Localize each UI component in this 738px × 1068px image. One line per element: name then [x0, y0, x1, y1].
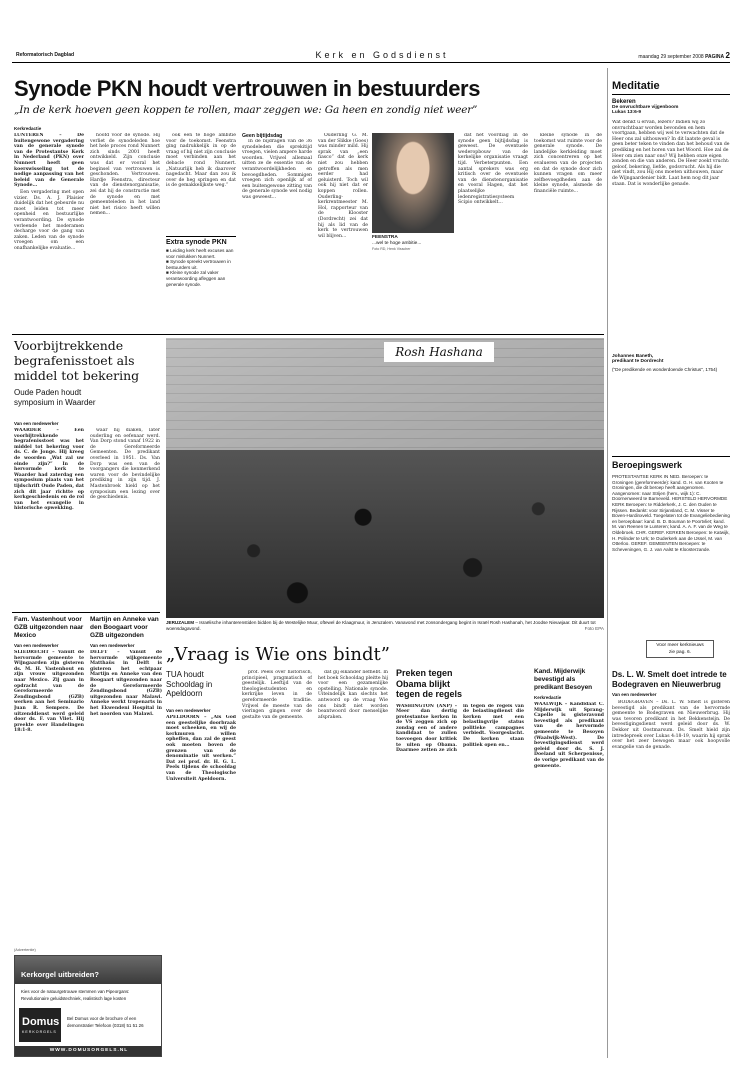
section-title: Kerk en Godsdienst	[315, 50, 449, 60]
vraag-col-1	[166, 715, 236, 1055]
meditatie-header: Meditatie	[612, 80, 730, 95]
voorbij-col2-text: waar hij diaken, later ouderling en oefenaar werd. Van Dorp stond vanaf 1922 in de Gereformeerde Gemeenten. De predikant overleed in 1951. Ds. Van Dorp was een van de voorgangers die kenmerkend waren voor de bevindelijke prediking in zijn tijd. J. Mastenbroek hield op het symposium een lezing over de geschiedenis.	[90, 428, 160, 501]
feenstra-photo	[372, 133, 454, 233]
ad-logo	[19, 1008, 61, 1042]
smelt-byline: Van een medewerker	[612, 692, 657, 697]
lead-col-7	[534, 133, 602, 329]
martijn-headline: Martijn en Anneke van den Boogaart voor GZB uitgezonden	[90, 616, 159, 639]
fam-text: SLIEDRECHT – Vanuit de hervormde gemeente te Wijngaarden zijn gisteren ds. M. H. Vastenhout en zijn vrouw uitgezonden naar Mexico. Zij gaan in opdracht van de Gereformeerde Zendingsbond (GZB) werken aan het Seminario Juan R. Sempere. De uitzenddienst werd geleid door ds. F. van Vliet. Hij preekte over Handelingen 18:1-8.	[14, 650, 84, 734]
meditatie-author-role: predikant te Dordrecht	[612, 359, 664, 364]
rosh-credit: Foto EPA	[584, 625, 604, 631]
feenstra-label: FEENSTRA	[372, 235, 398, 240]
pkn-box-rule	[166, 236, 236, 237]
meditatie-paragraph: Wat denkt u ervan, lezers? Indien wij zo onvruchtbaar worden bevonden en hem voortgaan, hebben wij wel te verwachten dat de Heer ons zal uithouwen? In dit laatste geval is geen beter teken te vinden dan het behoud van de prediking en het horen van het Woord. Hoe zal de Heer om zien naar ons? Wij hebben onze eigen zonden en die van anderen. De Heer zoekt vrucht: geloof, bekering, liefde, godsvrucht. Als hij die niet vindt, zou Hij ons moeten uithouwen, maar de Wijngaardenier bidt. Laat hem nog dit jaar staan. Dat is wonderlijke genade.	[612, 120, 730, 187]
pkn-box-item-text: Leiding kerk heeft excuses aan voor mislukken Nunnert.	[166, 248, 234, 259]
lead-col2-text: hoofd voor de synode. Hij verliet de synodeleden hoe het hele proces rond Nunnert zich sinds 2001 heeft ontwikkeld. Zijn conclusie was dat er vooral het beginsel van vertrouwen is geschonden. Vertrouwen. Hardje Feenstra, directeur van de dienstenorganisatie, zei dat hij de constructie met de synode en met gemeenteleden in het land niet het risico heeft willen nemen...	[90, 133, 160, 217]
pkn-summary-box	[166, 236, 236, 296]
issue-date: maandag 29 september 2008	[638, 54, 704, 60]
meditatie-body	[612, 120, 730, 350]
pkn-box-item-text: Synode spreekt vertrouwen in bestuurders uit.	[166, 259, 231, 270]
voorbij-col1-text: WAARDER – Een voorbijtrekkende begrafenisstoet was het middel tot bekering voor ds. C. de Jonge. Hij kreeg de woorden „Wat zal uw einde zijn?” In de hervormde kerk te Waarder had zaterdag een symposium plaats van het tijdschrift Oude Paden, dat zich dit jaar richtte op kerkgeschiedenis en de rol van het evangelie in historische opwekking.	[14, 428, 84, 512]
preken-text: WASHINGTON (ANP) – Meer dan dertig protestantse kerken in de VS zeggen zich op zondag een of andere kandidaat te zullen toevoegen door kritiek te uiten op Obama. Daarmee zetten ze zich in tegen de regels van de belastingdienst die kerken met een belastingvrije status politieke campagnes verbiedt. Voorgeslacht. De kerken staan politiek open en...	[396, 703, 524, 754]
page-label: PAGINA	[705, 54, 725, 60]
kand-body	[534, 702, 604, 1042]
pkn-box-item: ■ Synode spreekt vertrouwen in bestuurders uit.	[166, 259, 231, 270]
kand-text: WAALWIJK – Kandidaat C. Mijderwijk uit Sprang-Capelle is gisteravond bevestigd als predikant van de hervormde gemeente te Besoyen (Waalwijk-West). De bevestigingsdienst werd geleid door ds. S. J. Doeland uit Scherpenisse, de vorige predikant van de gemeente.	[534, 702, 604, 769]
ad-cta1: Bel Domus voor de brochure of een	[67, 1016, 137, 1021]
meditatie-sub1: De onvruchtbare vijgenboom	[612, 105, 679, 110]
preken-article	[396, 668, 526, 1058]
martijn-byline: Van een medewerker	[90, 643, 135, 648]
rosh-photo	[166, 338, 604, 618]
vraag-col3-text: dat gij elkander liefhebt. In het boek Schooldag pleitte hij voor een gezamenlijke opstelling. Nationale synode. Uiteindelijk kan slechts het antwoord op de vraag Wie ons bindt niet worden beantwoord door menselijke afspraken.	[318, 670, 388, 720]
pkn-box-item-text: Kleine synode zal vaker verantwoording afleggen aan generale synode.	[166, 270, 226, 287]
martijn-article	[90, 616, 162, 788]
date-line	[638, 51, 730, 60]
vraag-sub: TUA houdt Schooldag in Apeldoorn	[166, 670, 213, 698]
vraag-headline: „Vraag is Wie ons bindt”	[166, 644, 390, 665]
meditatie-source: ("De predikende en wonderdoende Christus", 1754)	[612, 367, 718, 372]
lead-kicker: Kerkredactie	[14, 126, 42, 131]
vraag-col-2	[242, 670, 312, 1055]
lead-col1-text: Een vergadering met open vizier. Ds. A. J. Plaisier duidelijk dat het gebeurde nu moet leiden tot meer openheid en bestuurlijke verantwoording. De synode verleende het moderamen decharge voor de gang van zaken. Leden van de synode vroegen om een onafhankelijke evaluatie...	[14, 189, 84, 251]
lead-col4-paragraph: In de bijdragen van de 36 synodeleden die sprekitijd vroegen, vielen ampere harde woorden. Vrijwel allemaal uitten ze de essentie van de verantwoordelijkheden en bevoegdheden. Sommigen vroegen zich openlijk af of een buitengewone zitting van de generale synode wel nodig was geweest...	[242, 139, 312, 200]
ad-line1: Kies voor de natuurgetrouwe stemmen van Pipeorgans:	[21, 989, 130, 994]
fam-article	[14, 616, 84, 788]
beroepingswerk-header: Beroepingswerk	[612, 456, 730, 470]
beroepingswerk-section	[612, 456, 730, 634]
lead-col-3	[166, 133, 236, 233]
beroepingswerk-body	[612, 474, 730, 634]
ad-label: (Advertentie)	[14, 948, 36, 952]
ad-line2: Revolutionaire geluidstechniek, realistisch lage kosten	[21, 996, 127, 1001]
page-number: 2	[725, 51, 730, 60]
feenstra-quote: ...wel te hoge ambitie...	[372, 241, 422, 246]
meer-kerknieuws-line2: zie pag. 6.	[668, 650, 692, 655]
lead-col4-heading: Geen bijtijdsdag	[242, 133, 283, 139]
meer-kerknieuws-line1: Voor meer kerknieuws	[656, 643, 704, 648]
ad-url[interactable]: WWW.DOMUSORGELS.NL	[15, 1046, 162, 1056]
lead-col4-text	[242, 139, 312, 327]
kand-headline: Kand. Mijderwijk bevestigd als predikant Besoyen	[534, 668, 593, 691]
lead-headline: Synode PKN houdt vertrouwen in bestuurders	[14, 76, 481, 101]
smelt-article	[612, 670, 730, 1060]
lead-col-5	[318, 133, 368, 329]
smelt-text: BODEGRAVEN – Ds. L. W. Smelt is gisteren bevestigd als predikant van de hervormde gemeente te Bodegraven en Nieuwerbrug. Hij was tevoren predikant in het Bekkensteijn. De bevestigingsdienst werd geleid door ds. W. Dekker uit Oostmarsum. Ds. Smelt hield zijn intredepreek over Lukas 4:18-19, waarin hij sprak over het zeer bewogen maar ook hoopvolle evangelie van de genade.	[612, 700, 730, 750]
fam-body	[14, 650, 84, 785]
right-column-divider	[607, 68, 608, 1058]
fam-byline: Van een medewerker	[14, 643, 59, 648]
vraag-col2-text: prof. Peels over historisch, principieel, pragmatisch of geestelijk. Leeftijd van de theologiestudenten en kerkrijke leven in de gereformeerde traditie. Vrijwel de meeste van de vieringen gingen over de gestalte van de gemeente.	[242, 670, 312, 720]
rosh-caption-head: JERUZALEM	[166, 620, 195, 625]
rosh-photo-block	[166, 338, 604, 638]
ad-cta2: demonstratie! Telefoon (0318) 51 51 26	[67, 1023, 144, 1028]
preken-body	[396, 704, 524, 1054]
lead-col6-text: dat het voordiag in de synode geen bijtijdsdag is geweest. De eventuele wederopbouw van de kerkelijke organisatie vraagt tijd. Verbeterpunten. Een aantal sprekers was erg kritisch over de eventuele van de dienstenorganisatie en vooral Hagen, dat het plaatselijke ledenregistratiesysteem Scipio ontwikkelt...	[458, 133, 528, 206]
meditatie-author: Johannes Baneth,	[612, 354, 654, 359]
ad-title: Kerkorgel uitbreiden?	[21, 970, 99, 979]
lead-intro: LUNTEREN – De buitengewone vergadering van de generale synode van de Protestantse Kerk in Nederland (PKN) over Nunnert heeft geen koerswisseling tot de nodige aanpassing van het beleid van de Generale Synode...	[14, 133, 84, 189]
ad-brand: Domus	[22, 1016, 60, 1028]
pkn-box-list	[166, 248, 236, 287]
vraag-byline: Van een medewerker	[166, 708, 211, 713]
feenstra-credit: Foto RD, Henk Visscher	[372, 247, 411, 251]
beroepingswerk-text: PROTESTANTSE KERK IN NED. Beroepen: te Groningen (gereformeerde): kand. G. H. van Kooten te Groningen, die dit beroep heeft aangenomen. Aangenomen: naar Strijen (herv., wijk 1): C. Doornenweerd te Barneveld. HERSTELD HERVORMDE KERK Beroepen: te Ridderkerk, J. C. den Ouden te Rijssen. Bedankt: voor Sirjansland, C. M. Visser te Boven-Hardinxveld. Toegelaten tot de Evangeliebediening en beroepbaar: kand. B. D. Bouman te Poortvliet; kand. M. van Reenen te Lunteren; kand. A. A. F. van de Weg te Oldebroek. CHR. GEREF. KERKEN Beroepen: te Katwijk, H. Polinder te Urk; te Ouderkerk aan de IJssel, M. van Otterloo. GEREF. GEMEENTEN Beroepen: te Scheveningen, G. J. van Aalst te Kloosterzande.	[612, 474, 730, 552]
header-rule	[12, 62, 730, 63]
meditatie-title: Bekeren	[612, 99, 636, 105]
martijn-text: DELFT – Vanuit de hervormde wijkgemeente Matthaüs in Delft is gisteren het echtpaar Martijn en Anneke van den Boogaart uitgezonden naar de Gereformeerde Zendingsbond (GZB) uitgezonden naar Malawi. Anneke werkt tropenarts in het Ekwendeni Hospital in het noorden van Malawi.	[90, 650, 162, 717]
pkn-box-title: Extra synode PKN	[166, 239, 227, 246]
lead-col3-text: ook een te hoge ambitie voor de toekomst. Feenstra ging nadrukkelijk in op de vraag of hij niet zijn conclusie moet verbinden aan het debacle rond Nunnert. „Natuurlijk heb ik daarover nagedacht. Maar dan zou ik over de heg springen en dat is de gemakkelijkste weg.”	[166, 133, 236, 189]
kand-article	[534, 668, 604, 1058]
meditatie-sub2: Lukas 13:6-9	[612, 110, 642, 115]
kand-byline: Kerkredactie	[534, 695, 562, 700]
voorbij-sub: Oude Paden houdt symposium in Waarder	[14, 388, 96, 407]
smelt-body	[612, 700, 730, 1030]
voorbij-headline: Voorbijtrekkende begrafenisstoet als middel tot bekering	[14, 338, 140, 383]
feenstra-photo-block	[372, 133, 454, 257]
rosh-caption-text: – Israëlische inhanterenstiden bidden bij de Westelijke Muur, oftewel de Klaagmuur, in Jeruzalem. Vanavond met zonsondergang begint in Israël Rosh Hashanah, het Joodse Nieuwjaar. Dit duurt tot woensdagavond.	[166, 620, 596, 631]
domus-advertisement[interactable]	[14, 955, 162, 1057]
voorbij-byline: Van een medewerker	[14, 421, 59, 426]
masthead-bar	[12, 51, 730, 61]
rosh-caption	[166, 620, 604, 631]
newspaper-name: Reformatorisch Dagblad	[16, 52, 75, 58]
rosh-label: Rosh Hashana	[384, 342, 494, 362]
praying-crowd	[166, 450, 604, 618]
lead-col-6	[458, 133, 528, 329]
meditatie-section	[612, 80, 730, 480]
vraag-col-3	[318, 670, 388, 1055]
lead-col5-text: Ouderling G. M. van der Slikke (Goes) was minder mild. Hij sprak van „een fiasco” dat de kerk niet zou hebben getroffen als men eerder had geluisterd. Toch wil ook hij niet dat er koppen rollen. Ouderling-kerkrentmeester M. Hol, rapporteur van de Klooster (Dordrecht) zei dat hij als lid van de kerk te vertrouwen wil blijven...	[318, 133, 368, 239]
vraag-col1-text: APELDOORN – „Als God een geestelijke doorbraak moet scheeken, en wij de kerkmuren willen opheffen, dan zal de geest ook moeten boven de grenzen van de denominatie uit werken.” Dat zei prof. dr. H. G. L. Peels tijdens de schooldag van de Theologische Universiteit Apeldoorn.	[166, 715, 236, 782]
lead-col-1	[14, 133, 84, 329]
fam-headline: Fam. Vastenhout voor GZB uitgezonden naar Mexico	[14, 616, 84, 639]
pkn-box-item: ■ Kleine synode zal vaker verantwoording afleggen aan generale synode.	[166, 270, 226, 287]
meer-kerknieuws-box	[646, 640, 714, 658]
lead-col-4	[242, 133, 312, 329]
lead-col-2	[90, 133, 160, 329]
smelt-headline: Ds. L. W. Smelt doet intrede te Bodegraven en Nieuwerbrug	[612, 670, 727, 689]
voorbij-col-2	[90, 428, 160, 576]
ad-brand-sub: KERKORGELS	[22, 1030, 57, 1034]
lead-col7-text: kleine synode in de toekomst wat ruimte voor de generale synode. De landelijke kerkleiding moet zich concentreren op het evalueren van de projecten en dat de synode door zich kunnen vragen om meer zelfbevoegdheden aan de kleine synode, alsmede de financiële ruimte...	[534, 133, 602, 194]
lead-subhead: „In de kerk hoeven geen koppen te rollen, maar zeggen we: Ga heen en zondig niet weer”	[14, 104, 478, 116]
voorbij-col-1	[14, 428, 84, 576]
martijn-body	[90, 650, 162, 785]
preken-headline: Preken tegen Obama blijkt tegen de regels	[396, 668, 463, 699]
mid-rule	[12, 334, 604, 335]
pkn-box-item: ■ Leiding kerk heeft excuses aan voor mislukken Nunnert.	[166, 248, 234, 259]
lower-rule	[12, 612, 160, 613]
